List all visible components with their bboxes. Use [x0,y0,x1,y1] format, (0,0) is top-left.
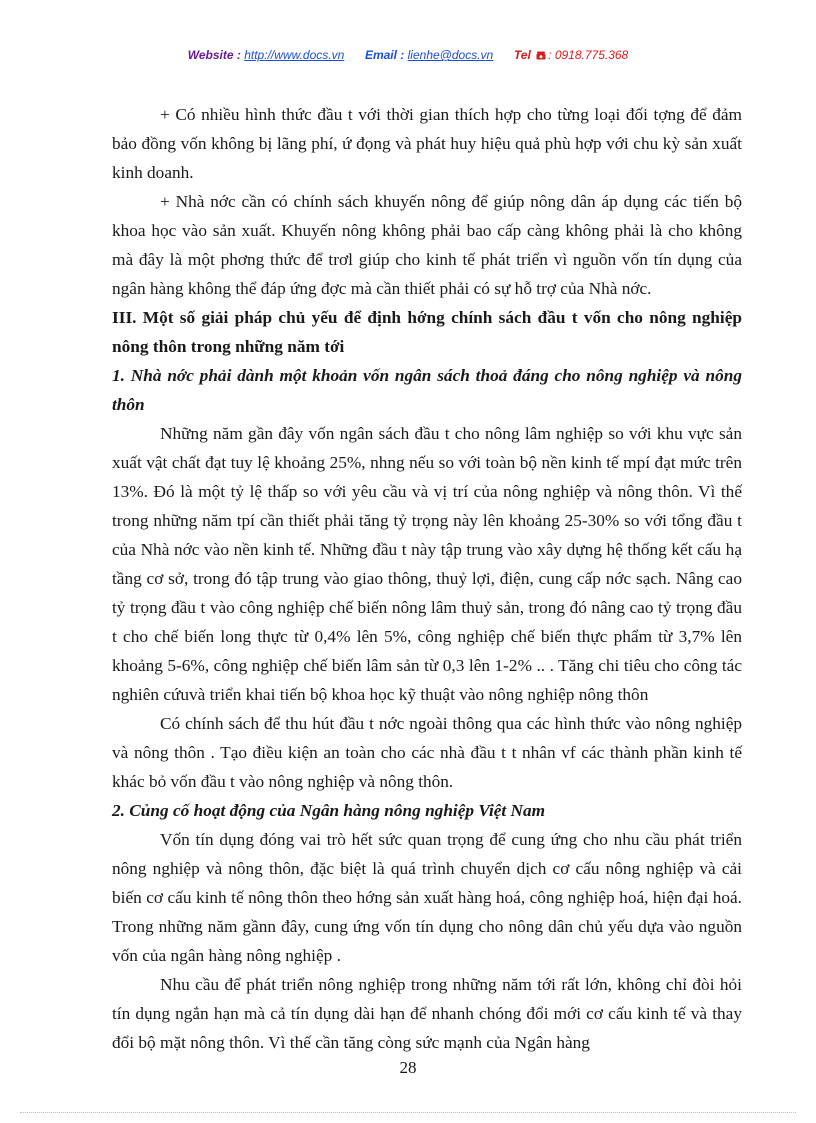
website-label: Website [187,48,234,62]
bottom-divider [20,1112,796,1113]
website-separator: : [233,48,245,62]
paragraph-agricultural-extension: + Nhà nớc cần có chính sách khuyến nông để giúp nông dân áp dụng các tiến bộ khoa học vào sản xuất. Khuyến nông không phải bao cấp càng không phải là cho không mà đây là một phơng thức để trơl giúp cho kinh tế phát triển vì nguồn vốn tín dụng của ngân hàng không thể đáp ứng đợc mà cần thiết phải có sự hỗ trợ của Nhà nớc. [112,192,742,298]
subsection-heading-2: 2. Củng cố hoạt động của Ngân hàng nông nghiệp Việt Nam [112,801,546,820]
page-header [0,48,816,62]
page-number: 28 [399,1058,417,1077]
email-separator: : [396,48,408,62]
email-label: Email [364,48,397,62]
paragraph-development-needs: Nhu cầu để phát triển nông nghiệp trong những năm tới rất lớn, không chỉ đòi hỏi tín dụng ngắn hạn mà cả tín dụng dài hạn để nhanh chóng đổi mới cơ cấu kinh tế và thay đổi bộ mặt nông thôn. Vì thế cần tăng còng sức mạnh của Ngân hàng [112,975,742,1052]
tel-value: : 0918.775.368 [548,48,629,62]
tel-label: Tel [513,48,531,62]
subsection-heading-1: 1. Nhà nớc phải dành một khoản vốn ngân sách thoả đáng cho nông nghiệp và nông thôn [112,366,742,414]
paragraph-foreign-investment: Có chính sách để thu hút đầu t nớc ngoài thông qua các hình thức vào nông nghiệp và nông thôn . Tạo điều kiện an toàn cho các nhà đầu t t nhân vf các thành phần kinh tế khác bỏ vốn đầu t vào nông nghiệp và nông thôn. [112,714,742,791]
section-heading-III: III. Một số giải pháp chủ yếu để định hớng chính sách đầu t vốn cho nông nghiệp nông thôn trong những năm tới [112,308,742,356]
email-link[interactable]: lienhe@docs.vn [407,48,494,62]
document-body [112,100,742,1057]
phone-icon [536,51,546,60]
paragraph-credit-role: Vốn tín dụng đóng vai trò hết sức quan trọng để cung ứng cho nhu cầu phát triển nông nghiệp và nông thôn, đặc biệt là quá trình chuyển dịch cơ cấu nông nghiệp và cải biến cơ cấu kinh tế nông thôn theo hớng sản xuất hàng hoá, công nghiệp hoá, hiện đại hoá. Trong những năm gầnn đây, cung ứng vốn tín dụng cho nông dân chủ yếu dựa vào nguồn vốn của ngân hàng nông nghiệp . [112,830,742,965]
website-link[interactable]: http://www.docs.vn [244,48,345,62]
paragraph-investment-forms: + Có nhiều hình thức đầu t với thời gian thích hợp cho từng loại đối tợng để đảm bảo đồng vốn không bị lãng phí, ứ đọng và phát huy hiệu quả phù hợp với chu kỳ sản xuất kinh doanh. [112,105,742,182]
paragraph-budget-investment: Những năm gần đây vốn ngân sách đầu t cho nông lâm nghiệp so với khu vực sản xuất vật chất đạt tuy lệ khoảng 25%, nhng nếu so với toàn bộ nền kinh tế mpí đạt mức trên 13%. Đó là một tỷ lệ thấp so với yêu cầu và vị trí của nông nghiệp và nông thôn. Vì thế trong những năm tpí cần thiết phải tăng tỷ trọng này lên khoảng 25-30% so với tổng đầu t của Nhà nớc vào nền kinh tế. Những đầu t này tập trung vào xây dựng hệ thống kết cấu hạ tầng cơ sở, trong đó tập trung vào giao thông, thuỷ lợi, điện, cung cấp nớc sạch. Nâng cao tỷ trọng đầu t vào công nghiệp chế biến nông lâm thuỷ sản, trong đó nâng cao tỷ trọng đầu t cho chế biến long thực từ 0,4% lên 5%, công nghiệp chế biến thực phẩm từ 3,7% lên khoảng 5-6%, công nghiệp chế biến lâm sản từ 0,3 lên 1-2% .. . Tăng chi tiêu cho công tác nghiên cứuvà triển khai tiến bộ khoa học kỹ thuật vào nông nghiệp nông thôn [112,424,742,704]
